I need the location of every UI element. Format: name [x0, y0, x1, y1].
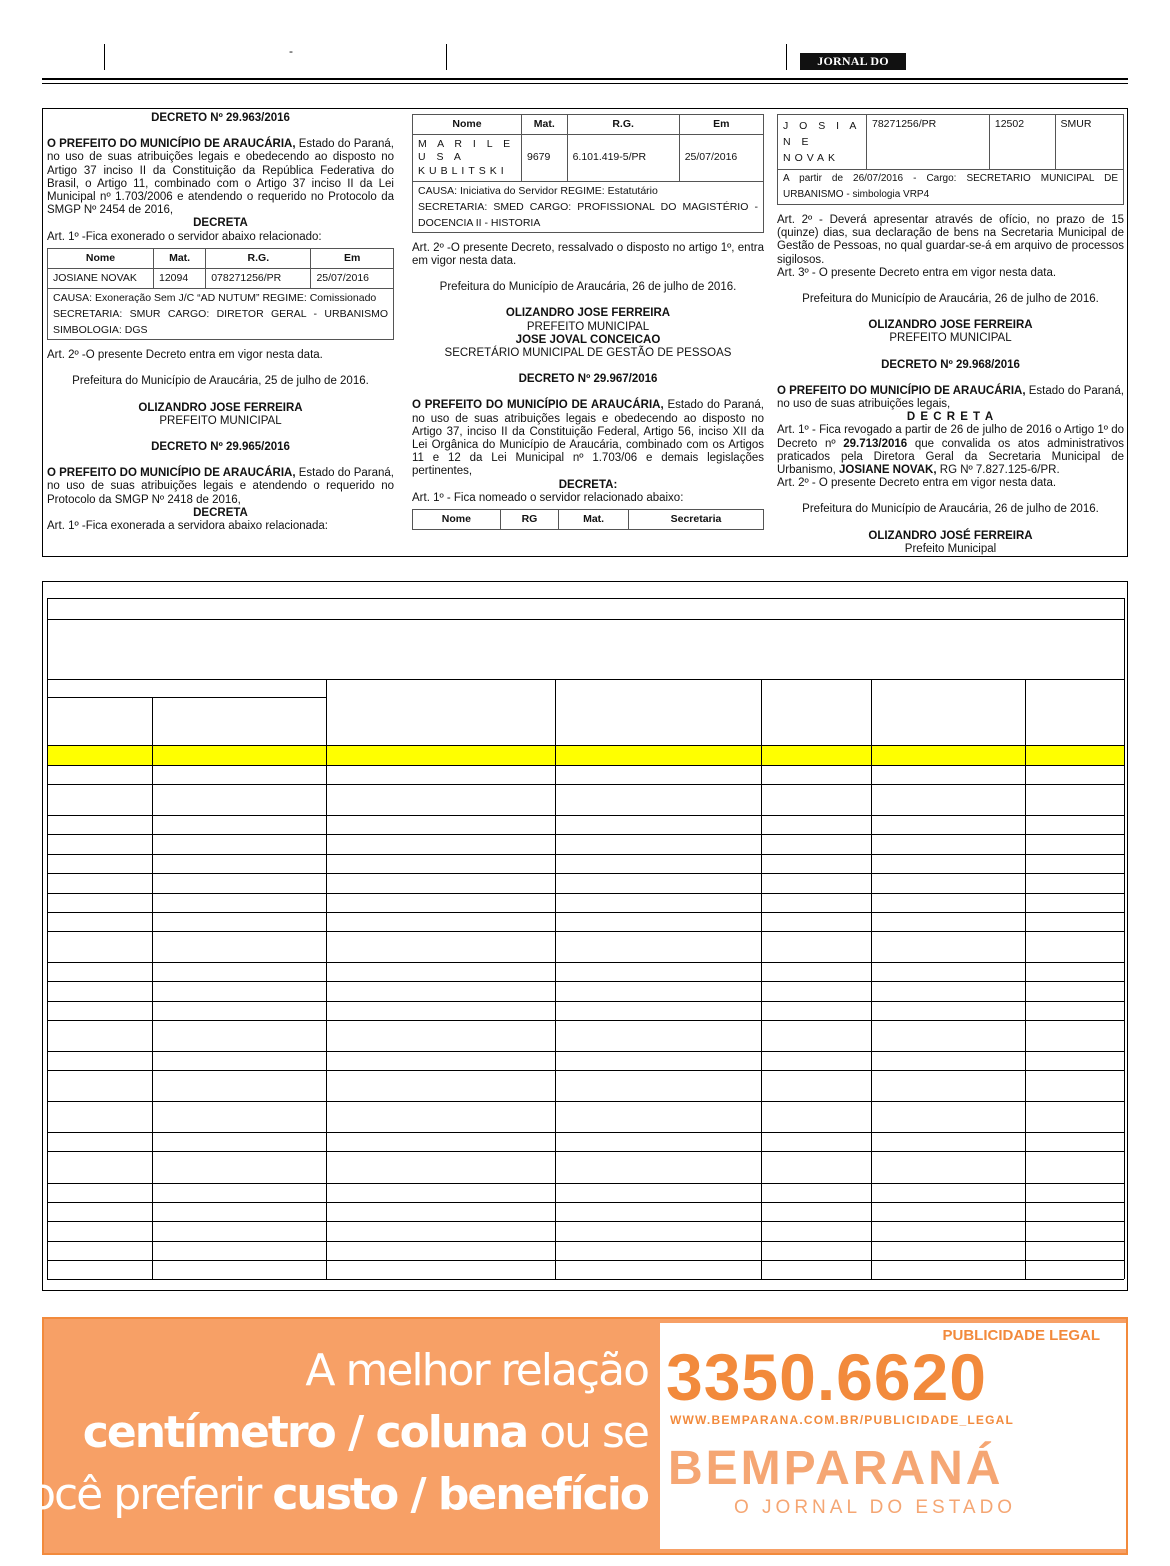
grid-line	[761, 679, 762, 1279]
decree-place-date: Prefeitura do Município de Araucária, 26 de julho de 2016.	[802, 293, 1099, 306]
decree-preamble: O PREFEITO DO MUNICÍPIO DE ARAUCÁRIA, Estado do Paraná, no uso de suas atribuições legais e obedecendo ao disposto no Artigo 37 inciso II da Constituição da República Federativa do Brasil, o Artigo 11, combinado com o Artigo 37 inciso II da Lei Municipal nº 1.703/2006 e atendendo o requerido no Protocolo da SMGP Nº 2454 de 2016,	[47, 138, 395, 217]
signature-role: PREFEITO MUNICIPAL	[889, 332, 1012, 345]
decree-decreta: DECRETA	[193, 506, 248, 519]
signature-role: SECRETÁRIO MUNICIPAL DE GESTÃO DE PESSOAS	[444, 347, 732, 360]
decree-preamble: O PREFEITO DO MUNICÍPIO DE ARAUCÁRIA, Estado do Paraná, no uso de suas atribuições legais e obedecendo ao disposto no Artigo 37, inciso II da Constituição Federal, Artigo 56, inciso XII da Lei Orgânica do Município de Araucária, combinado com os Artigos 11 e 12 da Lei Municipal nº 1.703/06 e demais legislações pertinentes,	[412, 399, 764, 478]
cause-box: CAUSA: Iniciativa do Servidor REGIME: Estatutário SECRETARIA: SMED CARGO: PROFISSIONAL DO MAGISTÉRIO - DOCENCIA II - HISTORIA	[412, 182, 764, 233]
newspaper-logo: JORNAL DO	[800, 53, 906, 70]
grid-line	[47, 1151, 1124, 1152]
decrees-box	[42, 108, 1128, 557]
nomination-table: Nome RG Mat. Secretaria	[412, 509, 764, 530]
decree-decreta: DECRETA	[193, 217, 248, 230]
decree-article: Art. 1º -Fica exonerada a servidora abaixo relacionada:	[47, 520, 328, 533]
grid-line	[871, 679, 872, 1279]
signature-role: Prefeito Municipal	[904, 542, 997, 555]
ad-headline-1: A melhor relação	[305, 1345, 648, 1396]
servant-table	[777, 114, 1124, 170]
decree-column-2	[412, 109, 764, 530]
decree-preamble: O PREFEITO DO MUNICÍPIO DE ARAUCÁRIA, Estado do Paraná, no uso de suas atribuições legais e atendendo o requerido no Protocolo da SMGP Nº 2418 de 2016,	[47, 467, 395, 506]
decree-place-date: Prefeitura do Município de Araucária, 26 de julho de 2016.	[802, 503, 1099, 516]
header-rule-thin	[42, 83, 1128, 84]
grid-line	[47, 1241, 1124, 1242]
header-divider	[446, 44, 447, 70]
decree-article: Art. 2º -O presente Decreto entra em vigor nesta data.	[47, 349, 323, 362]
grid-line	[47, 598, 1124, 599]
signature-role: PREFEITO MUNICIPAL	[159, 414, 282, 427]
signature-name: OLIZANDRO JOSE FERREIRA	[505, 307, 671, 320]
decree-decreta: D E C R E T A	[906, 411, 995, 424]
decree-place-date: Prefeitura do Município de Araucária, 25 de julho de 2016.	[72, 375, 369, 388]
decree-place-date: Prefeitura do Município de Araucária, 26 de julho de 2016.	[439, 281, 737, 294]
grid-line	[555, 679, 556, 1279]
grid-line	[47, 697, 326, 698]
advertisement-banner	[5, 1317, 1128, 1555]
decree-title: DECRETO Nº 29.967/2016	[518, 373, 658, 386]
decree-article: Art. 2º - Deverá apresentar através de ofício, no prazo de 15 (quinze) dias, sua declaração de bens na Secretaria Municipal de Gestão de Pessoas, no qual guardar-se-á em arquivo de processos sigilosos.	[777, 214, 1124, 266]
grid-line	[47, 598, 48, 1279]
grid-line	[47, 765, 1124, 766]
ad-url: WWW.BEMPARANA.COM.BR/PUBLICIDADE_LEGAL	[670, 1413, 1015, 1427]
decree-title: DECRETO Nº 29.963/2016	[151, 112, 290, 124]
grid-line	[47, 1279, 1124, 1280]
decree-article: Art. 1º -Fica exonerado o servidor abaixo relacionado:	[47, 230, 322, 243]
highlight-row	[47, 745, 1124, 765]
grid-line	[47, 854, 1124, 855]
header-rule	[42, 78, 1128, 80]
servant-table: Nome Mat. R.G. Em M A R I L E U S A KUBLITSKI 9679 6.101.419-5/PR 25/07/2016	[412, 114, 764, 182]
table-row: J O S I A N E NOVAK 78271256/PR 12502 SMUR	[778, 115, 1124, 170]
decree-title: DECRETO Nº 29.968/2016	[881, 358, 1020, 371]
decree-article: Art. 1º - Fica nomeado o servidor relacionado abaixo:	[412, 491, 684, 504]
decree-article: Art. 2º - O presente Decreto entra em vigor nesta data.	[777, 477, 1057, 490]
decree-article: Art. 2º -O presente Decreto, ressalvado o disposto no artigo 1º, entra em vigor nesta data.	[412, 241, 764, 268]
signature-name: OLIZANDRO JOSE FERREIRA	[138, 401, 303, 414]
header-divider	[104, 44, 105, 70]
grid-line	[47, 1020, 1124, 1021]
grid-line	[47, 679, 1124, 680]
cause-box: CAUSA: Exoneração Sem J/C “AD NUTUM” REGIME: Comissionado SECRETARIA: SMUR CARGO: DIRETOR GERAL - URBANISMO SIMBOLOGIA: DGS	[47, 289, 394, 340]
grid-line	[152, 697, 153, 1279]
grid-line	[47, 893, 1124, 894]
grid-line	[47, 1132, 1124, 1133]
grid-line	[47, 834, 1124, 835]
ad-brand: BEMPARANÁ	[668, 1442, 1004, 1495]
grid-line	[47, 619, 1124, 620]
grid-line	[47, 962, 1124, 963]
decree-column-1	[47, 109, 394, 533]
signature-name: JOSE JOVAL CONCEICAO	[515, 333, 661, 346]
header-divider	[786, 44, 787, 70]
cause-box: A partir de 26/07/2016 - Cargo: SECRETARIO MUNICIPAL DE URBANISMO - simbologia VRP4	[777, 170, 1124, 205]
grid-line	[47, 784, 1124, 785]
grid-line	[47, 873, 1124, 874]
decree-decreta: DECRETA:	[558, 478, 618, 491]
grid-line	[47, 1183, 1124, 1184]
blank-table-box	[42, 581, 1128, 1291]
table-row: M A R I L E U S A KUBLITSKI 9679 6.101.419-5/PR 25/07/2016	[413, 135, 764, 182]
grid-line	[1025, 679, 1026, 1279]
grid-line	[47, 815, 1124, 816]
grid-line	[47, 981, 1124, 982]
signature-name: OLIZANDRO JOSÉ FERREIRA	[868, 529, 1033, 542]
grid-line	[47, 1101, 1124, 1102]
grid-line	[47, 1221, 1124, 1222]
grid-line	[47, 1202, 1124, 1203]
grid-line	[47, 912, 1124, 913]
grid-line	[47, 1070, 1124, 1071]
decree-article: Art. 3º - O presente Decreto entra em vigor nesta data.	[777, 266, 1057, 279]
header-dash: -	[289, 44, 293, 58]
servant-table: Nome Mat. R.G. Em JOSIANE NOVAK 12094 078271256/PR 25/07/2016	[47, 248, 394, 289]
signature-name: OLIZANDRO JOSE FERREIRA	[868, 319, 1033, 332]
grid-line	[47, 1051, 1124, 1052]
decree-article: Art. 1º - Fica revogado a partir de 26 de julho de 2016 o Artigo 1º do Decreto nº 29.713/2016 que convalida os atos administrativos praticados pela Diretora Geral da Secretaria Municipal de Urbanismo, JOSIANE NOVAK, RG Nº 7.827.125-6/PR.	[777, 424, 1124, 477]
grid-line	[326, 679, 327, 1279]
decree-title: DECRETO Nº 29.965/2016	[151, 441, 290, 454]
ad-contact-panel	[660, 1323, 1126, 1549]
table-row: JOSIANE NOVAK 12094 078271256/PR 25/07/2016	[48, 269, 394, 289]
grid-line	[47, 745, 1124, 746]
decree-column-3	[777, 109, 1124, 556]
ad-phone: 3350.6620	[666, 1340, 987, 1414]
ad-headline-3: você preferir custo / benefício	[5, 1469, 648, 1520]
grid-line	[1124, 598, 1125, 1279]
grid-line	[47, 1260, 1124, 1261]
grid-line	[47, 1001, 1124, 1002]
ad-label: PUBLICIDADE LEGAL	[942, 1327, 1100, 1344]
ad-tagline: O JORNAL DO ESTADO	[734, 1497, 1017, 1518]
signature-role: PREFEITO MUNICIPAL	[526, 320, 650, 333]
decree-preamble: O PREFEITO DO MUNICÍPIO DE ARAUCÁRIA, Estado do Paraná, no uso de suas atribuições legais,	[777, 384, 1125, 411]
grid-line	[47, 931, 1124, 932]
ad-headline-2: centímetro / coluna ou se	[82, 1407, 648, 1458]
